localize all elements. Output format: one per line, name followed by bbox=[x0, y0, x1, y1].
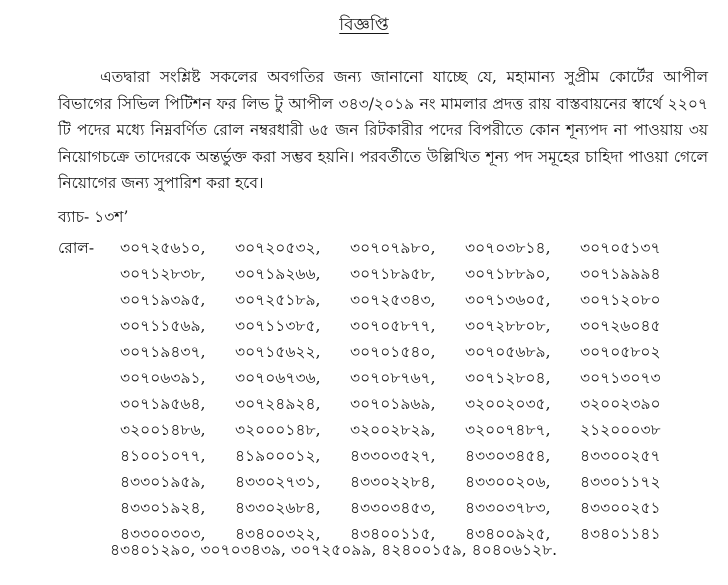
roll-number-grid bbox=[120, 236, 695, 548]
roll-number: ৪৩৩০৩৪৫৪, bbox=[465, 447, 551, 465]
roll-number: ৩২০০০১৪৮, bbox=[235, 421, 321, 439]
roll-number: ৩০৭০৫৮০২ bbox=[580, 343, 661, 361]
roll-number: ৩০৭১৯২৬৬, bbox=[235, 265, 321, 283]
roll-number: ৩০৭১২৮০৪, bbox=[465, 369, 551, 387]
roll-number: ৩২০০১৪৮৬, bbox=[120, 421, 206, 439]
roll-number: ৩০৭১৯৫৬৪, bbox=[120, 395, 206, 413]
roll-number: ৩০৭০৫৬৮৯, bbox=[465, 343, 551, 361]
roll-number: ৩০৭০১৯৬৯, bbox=[350, 395, 436, 413]
roll-number: ৪৩৩০০২৫৭ bbox=[580, 447, 661, 465]
roll-number: ৪৩৩০২২৮৪, bbox=[350, 473, 436, 491]
roll-number: ৩০৭০৩৮১৪, bbox=[465, 239, 551, 257]
roll-number: ৩২০০২৩৯০ bbox=[580, 395, 661, 413]
roll-label: রোল- bbox=[58, 239, 95, 257]
roll-number: ৩০৭২৫৩৪৩, bbox=[350, 291, 436, 309]
roll-number: ৪৩৩০৩৪৫৩, bbox=[350, 499, 436, 517]
batch-label: ব্যাচ- ১৩শ’ bbox=[58, 208, 129, 226]
roll-number: ৪৩৪০০৯২৫, bbox=[465, 525, 551, 543]
roll-number: ৩০৭২৫৬১০, bbox=[120, 239, 206, 257]
roll-number: ৩০৭১৯৩৯৫, bbox=[120, 291, 206, 309]
roll-number: ৪৩৩০০২৫১ bbox=[580, 499, 661, 517]
roll-number: ৩০৭১৩০৭৩ bbox=[580, 369, 661, 387]
roll-number: ২১২০০০৩৮ bbox=[580, 421, 661, 439]
roll-number: ৩২০০২৮২৯, bbox=[350, 421, 436, 439]
roll-number: ৩০৭১১৩৮৫, bbox=[235, 317, 321, 335]
roll-number: ৩০৭২৪৯২৪, bbox=[235, 395, 321, 413]
roll-number: ৪১৯০০০১২, bbox=[235, 447, 321, 465]
notice-paragraph-text: এতদ্বারা সংশ্লিষ্ট সকলের অবগতির জন্য জানানো যাচ্ছে যে, মহামান্য সুপ্রীম কোর্টের আপীল বিভাগের সিভিল পিটিশন ফর লিভ টু আপীল ৩৪৩/২০১৯ নং মামলার প্রদত্ত রায় বাস্তবায়নের স্বার্থে ২২০৭ টি পদের মধ্যে নিম্নবর্ণিত রোল নম্বরধারী ৬৫ জন রিটকারীর পদের বিপরীতে কোন শূন্যপদ না পাওয়ায় ৩য় নিয়োগচক্রে তাদেরকে অন্তর্ভুক্ত করা সম্ভব হয়নি। পরবর্তীতে উল্লিখিত শূন্য পদ সমূহের চাহিদা পাওয়া গেলে নিয়োগের জন্য সুপারিশ করা হবে। bbox=[58, 68, 708, 192]
notice-title bbox=[0, 14, 728, 36]
roll-number: ৩২০০২০৩৫, bbox=[465, 395, 551, 413]
roll-number: ৩০৭০৭৯৮০, bbox=[350, 239, 436, 257]
roll-number: ৩০৭০৫১৩৭ bbox=[580, 239, 661, 257]
roll-number: ৪৩৩০০২০৬, bbox=[465, 473, 551, 491]
roll-number: ৩০৭১৩৬০৫, bbox=[465, 291, 551, 309]
roll-number: ৪১০০১০৭৭, bbox=[120, 447, 206, 465]
roll-number: ৩০৭১১৫৬৯, bbox=[120, 317, 206, 335]
roll-number: ৩০৭১৯৪৩৭, bbox=[120, 343, 206, 361]
roll-number: ৩০৭০৬৭৩৬, bbox=[235, 369, 321, 387]
roll-number: ৪৩৪০০৩২২, bbox=[235, 525, 321, 543]
roll-number: ৪৩৩০১১৭২ bbox=[580, 473, 661, 491]
roll-number: ৩০৭০৮৭৬৭, bbox=[350, 369, 436, 387]
roll-number: ৩০৭০৫৮৭৭, bbox=[350, 317, 436, 335]
roll-number: ৪৩৩০৩৭৮৩, bbox=[465, 499, 551, 517]
roll-number: ৪৩৪০১১৪১ bbox=[580, 525, 661, 543]
roll-number: ৩০৭১৫৬২২, bbox=[235, 343, 321, 361]
roll-number: ৩০৭১২৮৩৮, bbox=[120, 265, 206, 283]
roll-number: ৪৩৩০২৭৩১, bbox=[235, 473, 321, 491]
roll-number: ৩০৭১৮৯৫৮, bbox=[350, 265, 436, 283]
roll-number: ৪৩৩০০৩০৩, bbox=[120, 525, 206, 543]
roll-number: ৪৩৪০০১১৫, bbox=[350, 525, 436, 543]
roll-number: ৪৩৩০২৬৮৪, bbox=[235, 499, 321, 517]
roll-number: ৪৩৩০১৯২৪, bbox=[120, 499, 206, 517]
roll-number: ৩০৭১২০৮০ bbox=[580, 291, 661, 309]
roll-number: ৩০৭২৮৮০৮, bbox=[465, 317, 551, 335]
roll-number: ৪৩৩০১৯৫৯, bbox=[120, 473, 206, 491]
roll-number: ৩০৭১৮৮৯০, bbox=[465, 265, 551, 283]
notice-title-text: বিজ্ঞপ্তি bbox=[339, 15, 389, 35]
roll-number: ৩০৭১৯৯৯৪ bbox=[580, 265, 661, 283]
roll-number: ৪৩৩০৩৫২৭, bbox=[350, 447, 436, 465]
roll-number: ৩০৭০৬৩৯১, bbox=[120, 369, 206, 387]
roll-number: ৩০৭২৫১৮৯, bbox=[235, 291, 321, 309]
notice-paragraph bbox=[58, 64, 708, 197]
roll-number-last-line: ৪৩৪০১২৯০, ৩০৭০৩৪৩৯, ৩০৭২৫০৯৯, ৪২৪০০১৫৯, ৪০৪০৬১২৮. bbox=[110, 541, 558, 559]
roll-number: ৩০৭০১৫৪০, bbox=[350, 343, 436, 361]
roll-number: ৩২০০৭৪৮৭, bbox=[465, 421, 551, 439]
roll-number: ৩০৭২০৫৩২, bbox=[235, 239, 321, 257]
roll-number: ৩০৭২৬০৪৫ bbox=[580, 317, 661, 335]
